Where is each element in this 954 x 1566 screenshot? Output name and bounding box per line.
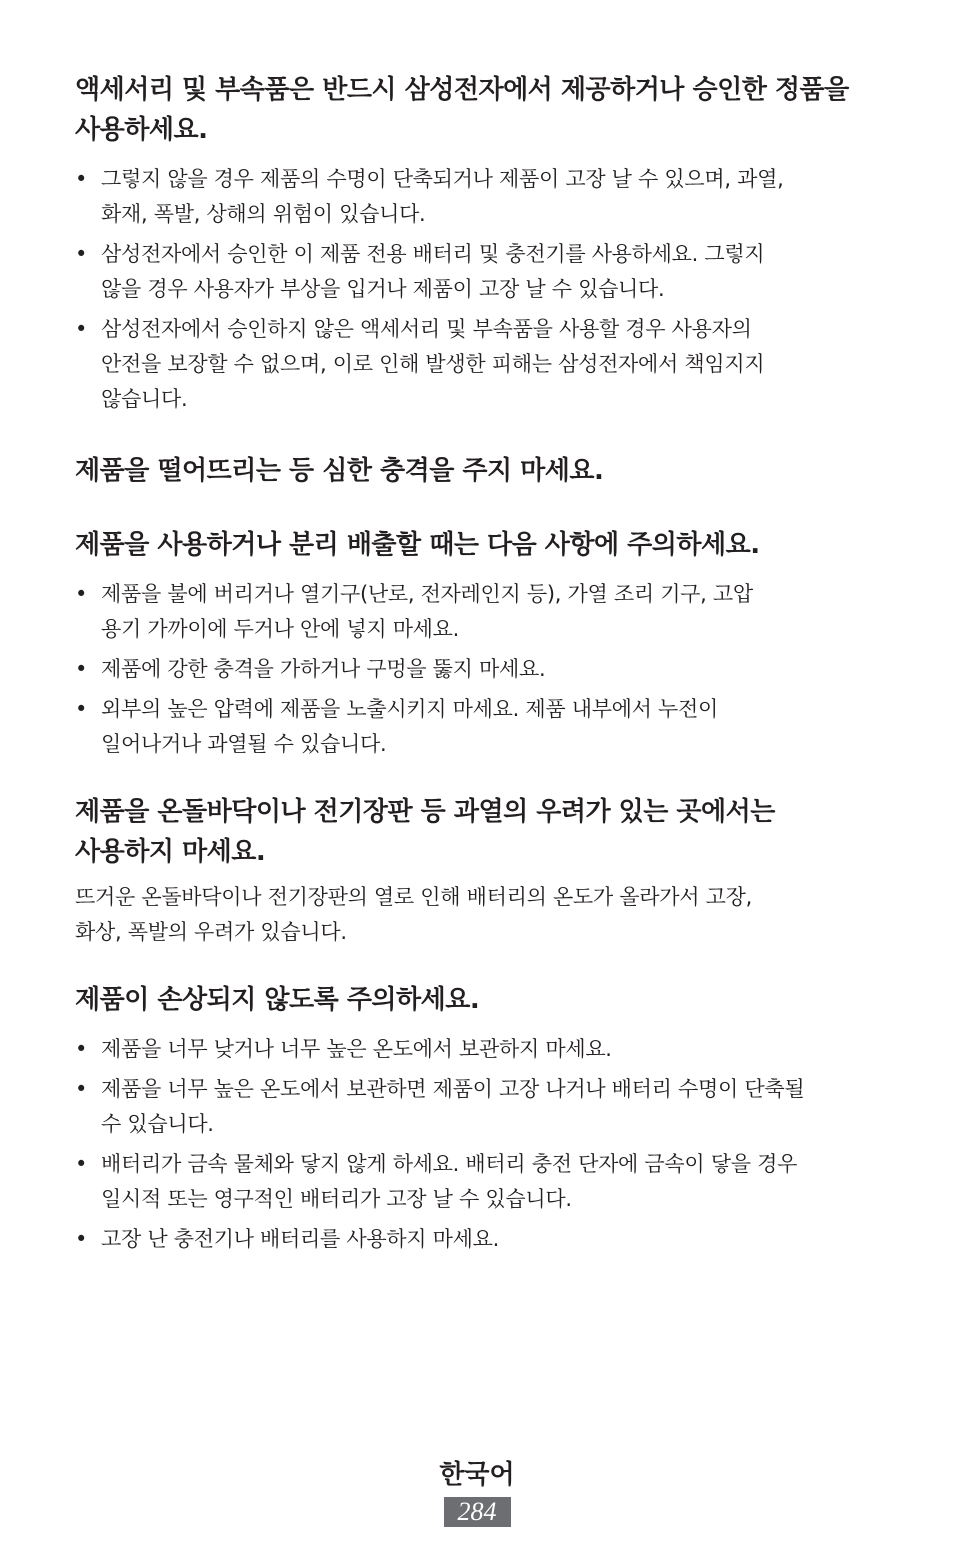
section-heading-disposal	[75, 525, 880, 565]
section-heading-heated-floor	[75, 792, 880, 872]
footer-language: 한국어	[439, 1460, 515, 1490]
bullet-icon: •	[75, 1077, 88, 1101]
bullet-list-accessories	[75, 162, 880, 417]
bullet-icon: •	[75, 167, 88, 191]
bullet-icon: •	[75, 697, 88, 721]
text-line: 일시적 또는 영구적인 배터리가 고장 날 수 있습니다.	[101, 1187, 572, 1211]
text-line: 배터리가 금속 물체와 닿지 않게 하세요. 배터리 충전 단자에 금속이 닿을 경우	[101, 1152, 798, 1176]
section-heading-damage	[75, 980, 880, 1020]
text-line: 제품을 불에 버리거나 열기구(난로, 전자레인지 등), 가열 조리 기구, 고압	[101, 582, 753, 606]
page-number: 284	[444, 1497, 511, 1527]
bullet-icon: •	[75, 582, 88, 606]
heading-line: 액세서리 및 부속품은 반드시 삼성전자에서 제공하거나 승인한 정품을	[75, 75, 849, 105]
section-heading-drop	[75, 451, 880, 491]
heading-line: 제품을 떨어뜨리는 등 심한 충격을 주지 마세요.	[75, 456, 604, 486]
list-item	[75, 1032, 880, 1067]
page-footer	[0, 1455, 954, 1527]
heading-line: 사용하세요.	[75, 115, 208, 145]
text-line: 삼성전자에서 승인한 이 제품 전용 배터리 및 충전기를 사용하세요. 그렇지	[101, 242, 765, 266]
text-line: 않을 경우 사용자가 부상을 입거나 제품이 고장 날 수 있습니다.	[101, 277, 665, 301]
section-heading-accessories	[75, 70, 880, 150]
list-item	[75, 237, 880, 307]
text-line: 뜨거운 온돌바닥이나 전기장판의 열로 인해 배터리의 온도가 올라가서 고장,	[75, 885, 752, 909]
text-line: 제품을 너무 높은 온도에서 보관하면 제품이 고장 나거나 배터리 수명이 단축될	[101, 1077, 805, 1101]
text-line: 않습니다.	[101, 387, 188, 411]
list-item	[75, 577, 880, 647]
list-item	[75, 312, 880, 417]
heading-line: 제품이 손상되지 않도록 주의하세요.	[75, 985, 480, 1015]
bullet-icon: •	[75, 1037, 88, 1061]
text-line: 용기 가까이에 두거나 안에 넣지 마세요.	[101, 617, 460, 641]
bullet-icon: •	[75, 317, 88, 341]
page-content	[75, 70, 880, 1262]
list-item	[75, 692, 880, 762]
text-line: 삼성전자에서 승인하지 않은 액세서리 및 부속품을 사용할 경우 사용자의	[101, 317, 752, 341]
text-line: 화상, 폭발의 우려가 있습니다.	[75, 920, 347, 944]
text-line: 일어나거나 과열될 수 있습니다.	[101, 732, 387, 756]
text-line: 고장 난 충전기나 배터리를 사용하지 마세요.	[101, 1227, 499, 1251]
paragraph-heated-floor	[75, 880, 880, 950]
bullet-list-disposal	[75, 577, 880, 762]
text-line: 수 있습니다.	[101, 1112, 214, 1136]
list-item	[75, 1072, 880, 1142]
text-line: 화재, 폭발, 상해의 위험이 있습니다.	[101, 202, 426, 226]
list-item	[75, 1147, 880, 1217]
bullet-list-damage	[75, 1032, 880, 1257]
text-line: 외부의 높은 압력에 제품을 노출시키지 마세요. 제품 내부에서 누전이	[101, 697, 718, 721]
heading-line: 제품을 사용하거나 분리 배출할 때는 다음 사항에 주의하세요.	[75, 530, 760, 560]
text-line: 안전을 보장할 수 없으며, 이로 인해 발생한 피해는 삼성전자에서 책임지지	[101, 352, 765, 376]
text-line: 제품에 강한 충격을 가하거나 구멍을 뚫지 마세요.	[101, 657, 546, 681]
bullet-icon: •	[75, 657, 88, 681]
bullet-icon: •	[75, 1152, 88, 1176]
list-item	[75, 162, 880, 232]
list-item	[75, 652, 880, 687]
heading-line: 제품을 온돌바닥이나 전기장판 등 과열의 우려가 있는 곳에서는	[75, 797, 775, 827]
list-item	[75, 1222, 880, 1257]
text-line: 제품을 너무 낮거나 너무 높은 온도에서 보관하지 마세요.	[101, 1037, 612, 1061]
heading-line: 사용하지 마세요.	[75, 837, 266, 867]
bullet-icon: •	[75, 242, 88, 266]
bullet-icon: •	[75, 1227, 88, 1251]
text-line: 그렇지 않을 경우 제품의 수명이 단축되거나 제품이 고장 날 수 있으며, 과열,	[101, 167, 784, 191]
